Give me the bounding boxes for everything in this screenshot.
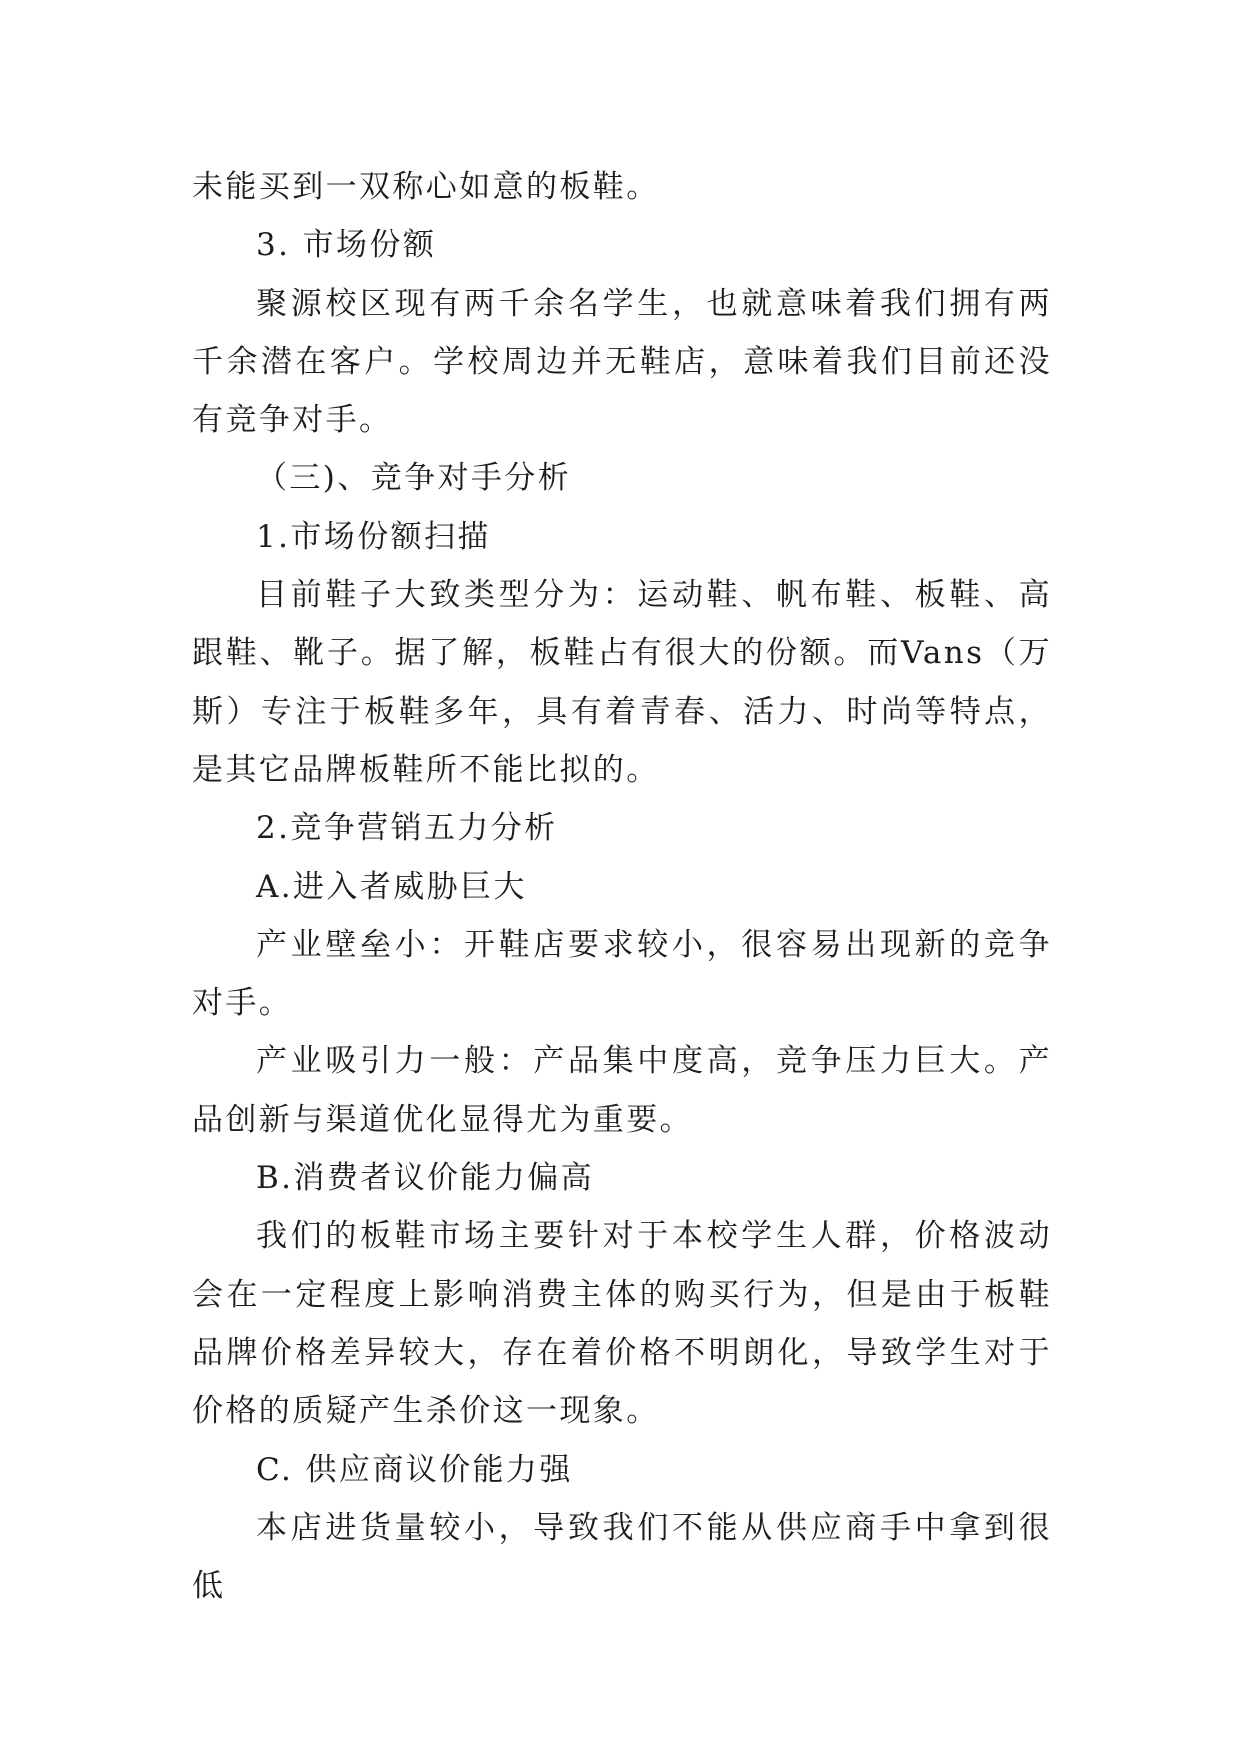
section-heading-competitor-analysis: （三)、竞争对手分析	[256, 460, 572, 497]
section-heading-supplier-power: C. 供应商议价能力强	[256, 1451, 573, 1488]
document-body	[192, 158, 1052, 1615]
paragraph-supplier-power: 本店进货量较小，导致我们不能从供应商手中拿到很低	[192, 1509, 1052, 1605]
section-heading-entrant-threat: A.进入者威胁巨大	[256, 868, 527, 905]
section-heading-five-forces: 2.竞争营销五力分析	[256, 810, 558, 847]
paragraph-industry-attraction: 产业吸引力一般：产品集中度高，竞争压力巨大。产品创新与渠道优化显得尤为重要。	[192, 1043, 1052, 1138]
paragraph-industry-barrier: 产业壁垒小：开鞋店要求较小，很容易出现新的竞争对手。	[192, 926, 1052, 1022]
paragraph-continued: 未能买到一双称心如意的板鞋。	[192, 169, 660, 205]
section-heading-market-share: 3. 市场份额	[256, 227, 437, 264]
section-heading-buyer-power: B.消费者议价能力偏高	[256, 1160, 595, 1197]
paragraph-shoe-types: 目前鞋子大致类型分为：运动鞋、帆布鞋、板鞋、高跟鞋、靴子。据了解，板鞋占有很大的份额。而Vans（万斯）专注于板鞋多年，具有着青春、活力、时尚等特点，是其它品牌板鞋所不能比拟的。	[192, 577, 1052, 788]
section-heading-market-share-scan: 1.市场份额扫描	[256, 518, 491, 555]
paragraph-buyer-power: 我们的板鞋市场主要针对于本校学生人群，价格波动会在一定程度上影响消费主体的购买行为，但是由于板鞋品牌价格差异较大，存在着价格不明朗化，导致学生对于价格的质疑产生杀价这一现象。	[192, 1218, 1052, 1430]
paragraph-market-share: 聚源校区现有两千余名学生，也就意味着我们拥有两千余潜在客户。学校周边并无鞋店，意味着我们目前还没有竞争对手。	[192, 285, 1052, 439]
